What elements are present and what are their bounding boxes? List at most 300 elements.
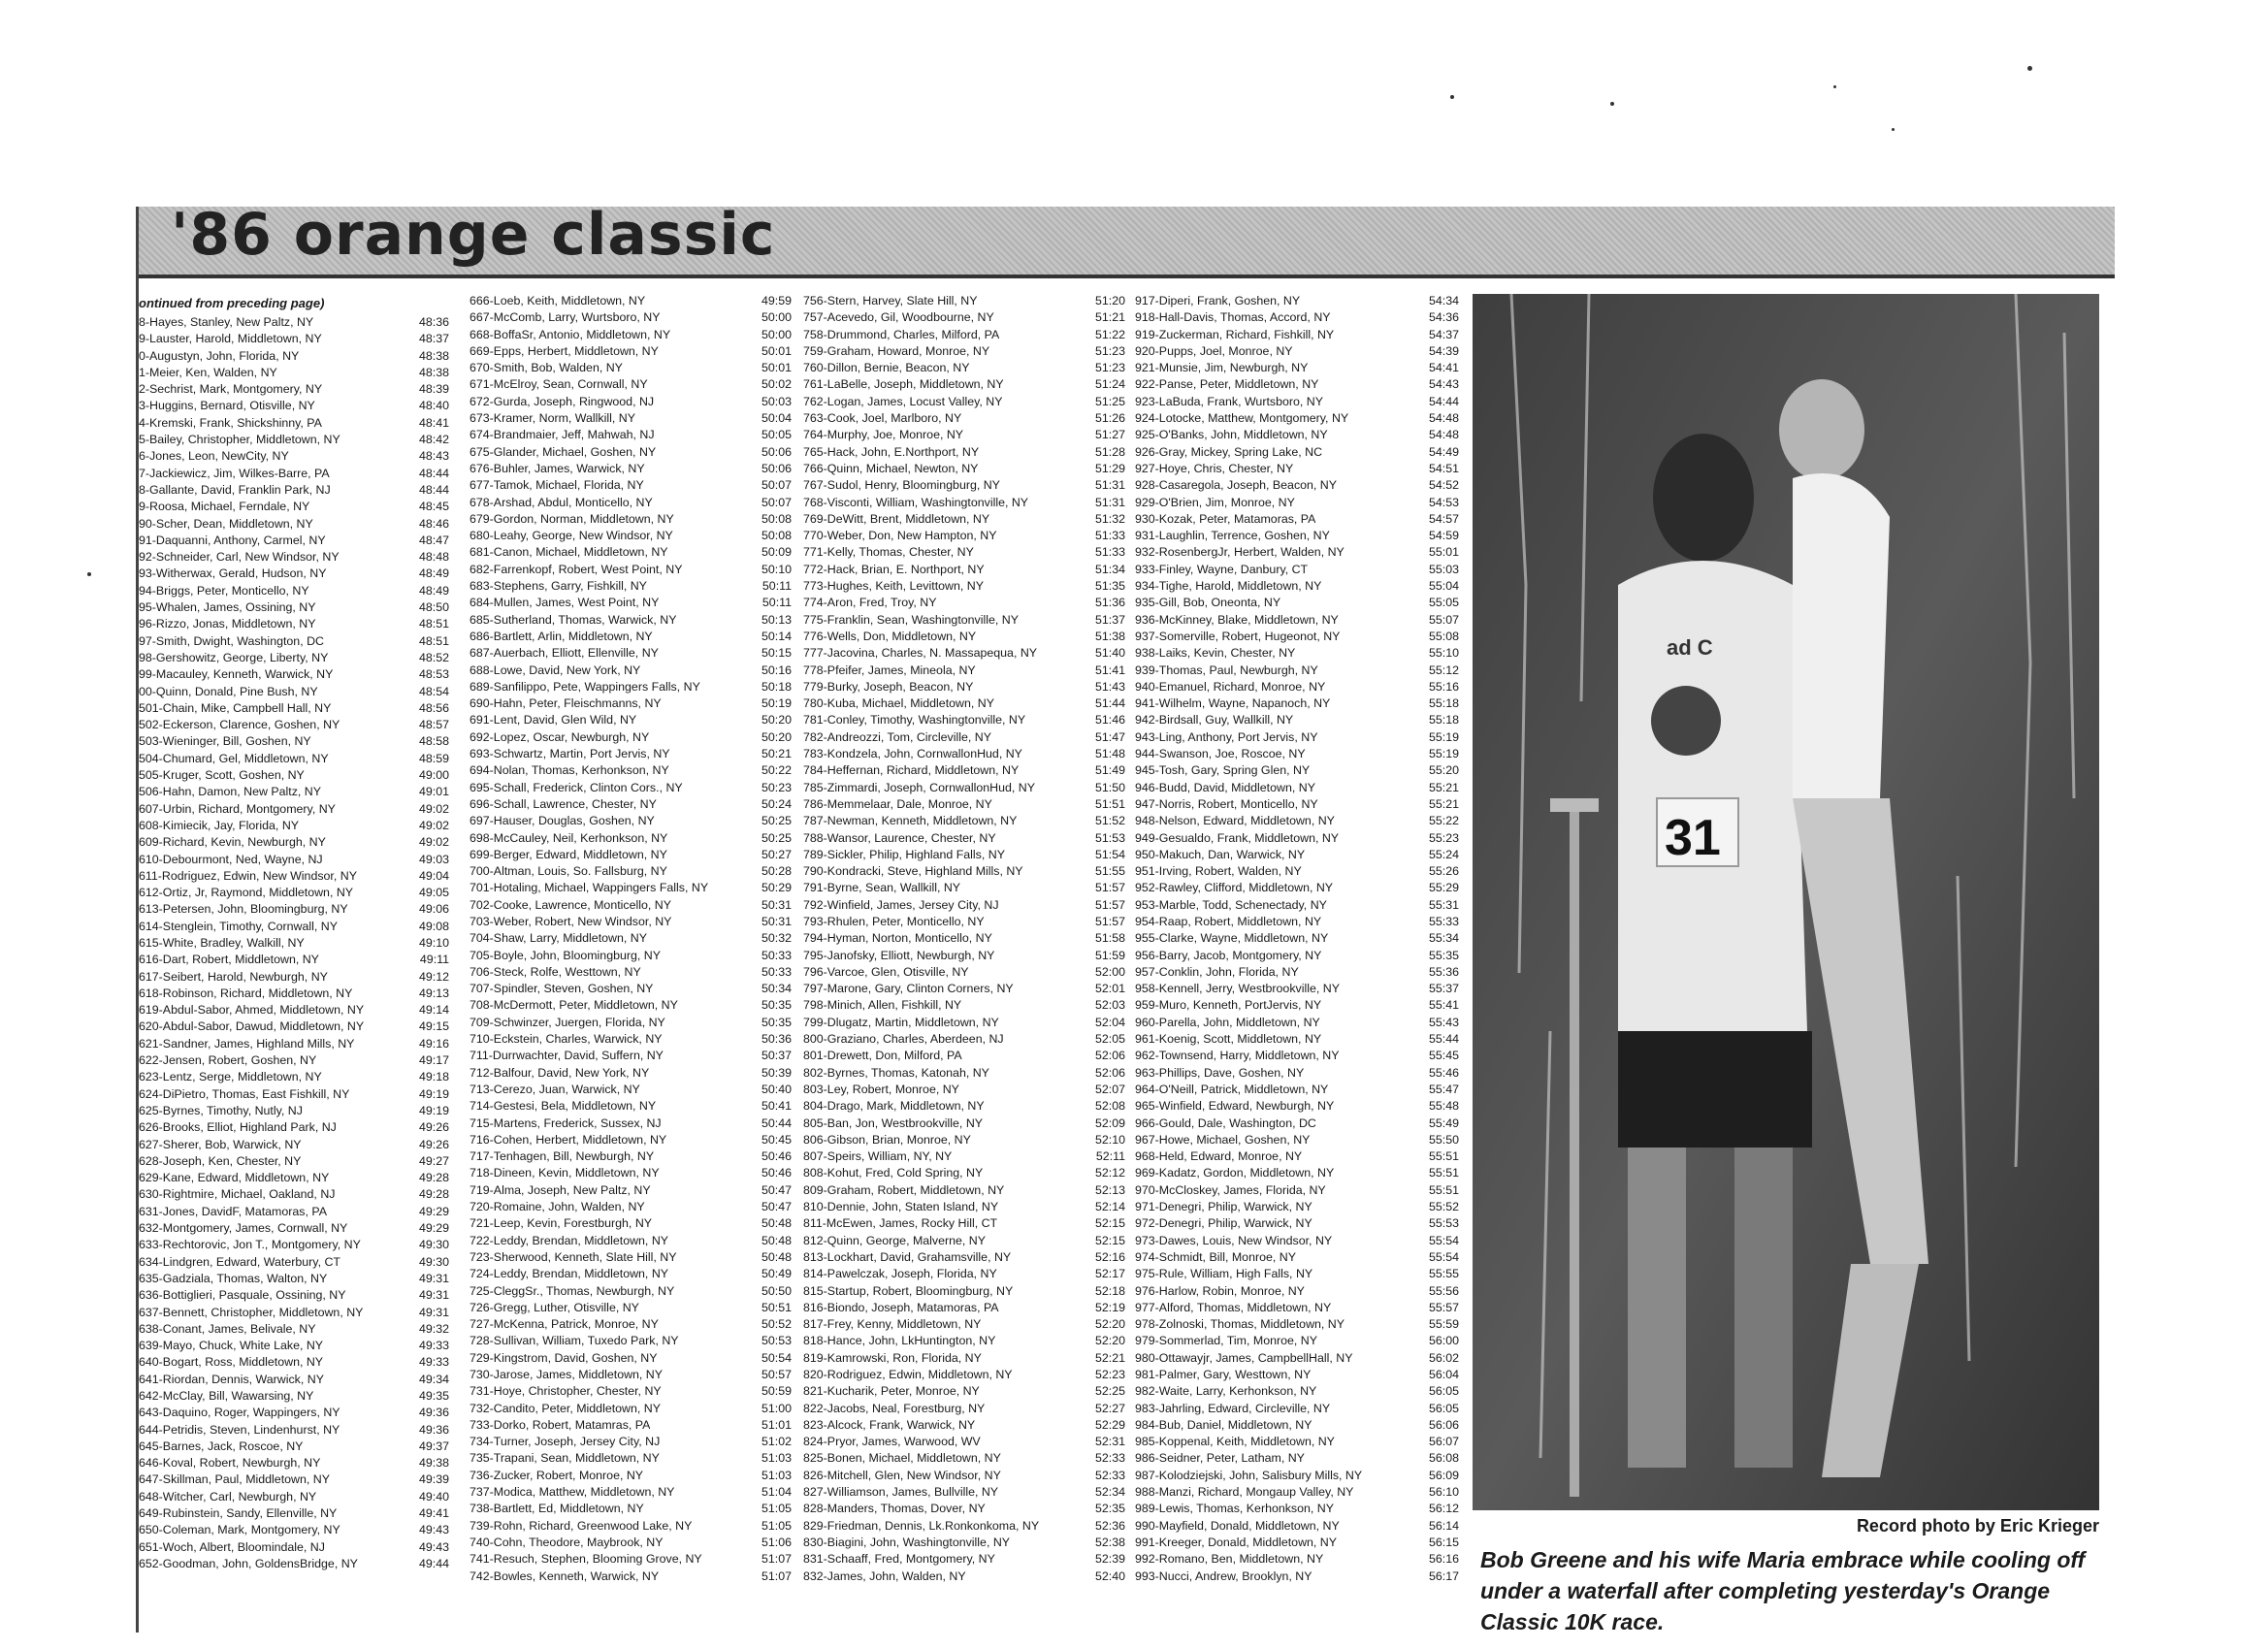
finish-time: 50:46 <box>761 1149 792 1164</box>
finish-time: 49:29 <box>418 1221 449 1236</box>
result-row <box>139 1489 449 1505</box>
finish-time: 55:01 <box>1428 545 1459 560</box>
finish-time: 55:24 <box>1428 847 1459 861</box>
finish-time: 49:30 <box>418 1238 449 1252</box>
finish-time: 51:23 <box>1094 343 1125 358</box>
result-row <box>470 729 792 746</box>
runner-entry: 710-Eckstein, Charles, Warwick, NY <box>470 1032 663 1047</box>
runner-entry: 627-Sherer, Bob, Warwick, NY <box>139 1137 302 1151</box>
finish-time: 55:19 <box>1428 729 1459 744</box>
finish-time: 51:57 <box>1094 897 1125 912</box>
runner-entry: 729-Kingstrom, David, Goshen, NY <box>470 1350 658 1365</box>
runner-entry: 685-Sutherland, Thomas, Warwick, NY <box>470 612 677 627</box>
runner-entry: 96-Rizzo, Jonas, Middletown, NY <box>139 617 316 631</box>
finish-time: 49:32 <box>418 1321 449 1336</box>
finish-time: 48:39 <box>418 382 449 397</box>
result-row <box>139 1422 449 1439</box>
finish-time: 52:06 <box>1094 1049 1125 1063</box>
result-row <box>1135 1450 1459 1467</box>
finish-time: 56:05 <box>1428 1384 1459 1399</box>
finish-time: 49:43 <box>418 1539 449 1554</box>
finish-time: 55:37 <box>1428 982 1459 996</box>
finish-time: 50:23 <box>761 780 792 794</box>
finish-time: 55:50 <box>1428 1132 1459 1147</box>
finish-time: 50:20 <box>761 729 792 744</box>
finish-time: 51:44 <box>1094 696 1125 711</box>
result-row <box>139 448 449 465</box>
finish-time: 50:47 <box>761 1182 792 1197</box>
result-row <box>1135 847 1459 863</box>
result-row <box>470 796 792 813</box>
runner-entry: 955-Clarke, Wayne, Middletown, NY <box>1135 931 1329 946</box>
finish-time: 50:40 <box>761 1082 792 1096</box>
runner-entry: 726-Gregg, Luther, Otisville, NY <box>470 1300 639 1314</box>
finish-time: 52:25 <box>1094 1384 1125 1399</box>
finish-time: 48:41 <box>418 415 449 430</box>
result-row <box>1135 712 1459 728</box>
result-row <box>139 1522 449 1538</box>
result-row <box>470 1300 792 1316</box>
finish-time: 52:09 <box>1094 1116 1125 1130</box>
result-row <box>803 1266 1125 1282</box>
result-row <box>803 914 1125 930</box>
runner-entry: 803-Ley, Robert, Monroe, NY <box>803 1082 959 1096</box>
finish-time: 55:43 <box>1428 1015 1459 1029</box>
finish-time: 54:41 <box>1428 361 1459 375</box>
finish-time: 50:08 <box>761 511 792 526</box>
runner-entry: 684-Mullen, James, West Point, NY <box>470 596 660 610</box>
runner-entry: 618-Robinson, Richard, Middletown, NY <box>139 986 353 1000</box>
result-row <box>139 1455 449 1471</box>
runner-entry: 699-Berger, Edward, Middletown, NY <box>470 847 667 861</box>
runner-entry: 987-Kolodziejski, John, Salisbury Mills, NY <box>1135 1468 1363 1482</box>
finish-time: 50:01 <box>761 361 792 375</box>
result-row <box>1135 1468 1459 1484</box>
finish-time: 56:12 <box>1428 1502 1459 1516</box>
result-row <box>139 1052 449 1069</box>
finish-time: 51:00 <box>761 1401 792 1415</box>
runner-entry: 950-Makuch, Dan, Warwick, NY <box>1135 847 1306 861</box>
finish-time: 54:57 <box>1428 511 1459 526</box>
result-row <box>470 1249 792 1266</box>
result-row <box>803 1417 1125 1434</box>
finish-time: 55:41 <box>1428 998 1459 1013</box>
result-row <box>1135 1048 1459 1064</box>
finish-time: 48:57 <box>418 718 449 732</box>
result-row <box>470 562 792 578</box>
finish-time: 50:22 <box>761 763 792 778</box>
finish-time: 49:41 <box>418 1506 449 1521</box>
result-row <box>1135 612 1459 629</box>
finish-time: 52:20 <box>1094 1317 1125 1332</box>
runner-entry: 703-Weber, Robert, New Windsor, NY <box>470 914 672 928</box>
result-row <box>803 1367 1125 1383</box>
finish-time: 49:31 <box>418 1305 449 1319</box>
runner-entry: 733-Dorko, Robert, Matamras, PA <box>470 1417 651 1432</box>
result-row <box>139 583 449 599</box>
finish-time: 52:06 <box>1094 1065 1125 1080</box>
finish-time: 49:34 <box>418 1372 449 1386</box>
result-row <box>470 595 792 611</box>
runner-entry: 922-Panse, Peter, Middletown, NY <box>1135 377 1319 392</box>
runner-entry: 619-Abdul-Sabor, Ahmed, Middletown, NY <box>139 1003 365 1018</box>
finish-time: 52:21 <box>1094 1350 1125 1365</box>
finish-time: 49:33 <box>418 1339 449 1353</box>
finish-time: 48:38 <box>418 348 449 363</box>
runner-entry: 643-Daquino, Roger, Wappingers, NY <box>139 1406 340 1420</box>
shirt-text: ad C <box>1667 635 1713 660</box>
finish-time: 50:04 <box>761 411 792 426</box>
runner-entry: 967-Howe, Michael, Goshen, NY <box>1135 1132 1311 1147</box>
finish-time: 51:24 <box>1094 377 1125 392</box>
result-row <box>470 394 792 410</box>
result-row <box>803 511 1125 528</box>
runner-entry: 633-Rechtorovic, Jon T., Montgomery, NY <box>139 1238 361 1252</box>
finish-time: 50:45 <box>761 1132 792 1147</box>
result-row <box>139 1220 449 1237</box>
runner-entry: 707-Spindler, Steven, Goshen, NY <box>470 982 654 996</box>
finish-time: 49:08 <box>418 919 449 933</box>
finish-time: 49:29 <box>418 1204 449 1218</box>
runner-entry: 806-Gibson, Brian, Monroe, NY <box>803 1132 971 1147</box>
runner-entry: 94-Briggs, Peter, Monticello, NY <box>139 583 309 598</box>
runner-entry: 694-Nolan, Thomas, Kerhonkson, NY <box>470 763 669 778</box>
runner-entry: 969-Kadatz, Gordon, Middletown, NY <box>1135 1166 1335 1180</box>
result-row <box>1135 1215 1459 1232</box>
finish-time: 50:34 <box>761 982 792 996</box>
runner-entry: 721-Leep, Kevin, Forestburgh, NY <box>470 1216 653 1231</box>
result-row <box>139 684 449 700</box>
result-row <box>1135 360 1459 376</box>
runner-entry: 816-Biondo, Joseph, Matamoras, PA <box>803 1300 999 1314</box>
finish-time: 48:36 <box>418 315 449 329</box>
finish-time: 49:18 <box>418 1070 449 1084</box>
finish-time: 51:02 <box>761 1435 792 1449</box>
result-row <box>803 595 1125 611</box>
result-row <box>470 629 792 645</box>
result-row <box>139 1002 449 1018</box>
result-row <box>803 309 1125 326</box>
result-row <box>139 700 449 717</box>
runner-entry: 629-Kane, Edward, Middletown, NY <box>139 1171 330 1185</box>
result-row <box>1135 327 1459 343</box>
result-row <box>470 1401 792 1417</box>
finish-time: 52:10 <box>1094 1132 1125 1147</box>
runner-entry: 701-Hotaling, Michael, Wappingers Falls, NY <box>470 881 709 895</box>
result-row <box>1135 1518 1459 1535</box>
finish-time: 55:18 <box>1428 713 1459 728</box>
result-row <box>139 314 449 331</box>
finish-time: 55:22 <box>1428 814 1459 828</box>
result-row <box>803 1148 1125 1165</box>
result-row <box>470 1098 792 1115</box>
runner-entry: 944-Swanson, Joe, Roscoe, NY <box>1135 747 1306 761</box>
result-row <box>803 343 1125 360</box>
finish-time: 49:04 <box>418 868 449 883</box>
runner-entry: 982-Waite, Larry, Kerhonkson, NY <box>1135 1384 1317 1399</box>
runner-entry: 675-Glander, Michael, Goshen, NY <box>470 444 657 459</box>
finish-time: 51:54 <box>1094 847 1125 861</box>
section-title: '86 orange classic <box>171 201 776 269</box>
result-row <box>139 666 449 683</box>
finish-time: 49:12 <box>418 969 449 984</box>
finish-time: 52:33 <box>1094 1468 1125 1482</box>
result-row <box>470 1383 792 1400</box>
runner-entry: 798-Minich, Allen, Fishkill, NY <box>803 998 962 1013</box>
result-row <box>470 780 792 796</box>
finish-time: 50:24 <box>761 796 792 811</box>
result-row <box>803 1233 1125 1249</box>
runner-entry: 680-Leahy, George, New Windsor, NY <box>470 529 673 543</box>
runner-entry: 828-Manders, Thomas, Dover, NY <box>803 1502 986 1516</box>
finish-time: 48:59 <box>418 751 449 765</box>
result-row <box>139 717 449 733</box>
result-row <box>1135 293 1459 309</box>
result-row <box>470 1048 792 1064</box>
result-row <box>803 830 1125 847</box>
runner-entry: 810-Dennie, John, Staten Island, NY <box>803 1200 999 1214</box>
finish-time: 51:21 <box>1094 310 1125 325</box>
result-row <box>803 1501 1125 1517</box>
finish-time: 55:52 <box>1428 1200 1459 1214</box>
finish-time: 49:02 <box>418 835 449 850</box>
result-row <box>139 1237 449 1253</box>
runner-entry: 642-McClay, Bill, Wawarsing, NY <box>139 1389 314 1403</box>
finish-time: 56:06 <box>1428 1417 1459 1432</box>
finish-time: 55:47 <box>1428 1082 1459 1096</box>
result-row <box>470 1350 792 1367</box>
result-row <box>139 331 449 347</box>
result-row <box>470 847 792 863</box>
finish-time: 50:15 <box>761 646 792 661</box>
result-row <box>1135 461 1459 477</box>
runner-entry: 780-Kuba, Michael, Middletown, NY <box>803 696 994 711</box>
finish-time: 52:03 <box>1094 998 1125 1013</box>
runner-entry: 98-Gershowitz, George, Liberty, NY <box>139 650 329 664</box>
runner-entry: 984-Bub, Daniel, Middletown, NY <box>1135 1417 1312 1432</box>
result-row <box>470 511 792 528</box>
result-row <box>139 919 449 935</box>
finish-time: 52:19 <box>1094 1300 1125 1314</box>
runner-entry: 948-Nelson, Edward, Middletown, NY <box>1135 814 1335 828</box>
runner-entry: 809-Graham, Robert, Middletown, NY <box>803 1182 1005 1197</box>
runner-entry: 735-Trapani, Sean, Middletown, NY <box>470 1451 660 1466</box>
runner-entry: 761-LaBelle, Joseph, Middletown, NY <box>803 377 1004 392</box>
runner-entry: 988-Manzi, Richard, Mongaup Valley, NY <box>1135 1485 1354 1500</box>
runner-entry: 728-Sullivan, William, Tuxedo Park, NY <box>470 1334 679 1348</box>
runner-entry: 782-Andreozzi, Tom, Circleville, NY <box>803 729 991 744</box>
finish-time: 49:40 <box>418 1489 449 1504</box>
result-row <box>1135 562 1459 578</box>
finish-time: 51:01 <box>761 1417 792 1432</box>
finish-time: 50:33 <box>761 964 792 979</box>
runner-entry: 7-Jackiewicz, Jim, Wilkes-Barre, PA <box>139 466 330 480</box>
runner-entry: 647-Skillman, Paul, Middletown, NY <box>139 1472 330 1487</box>
result-row <box>803 679 1125 695</box>
scan-speck <box>1450 95 1454 99</box>
result-row <box>1135 1501 1459 1517</box>
runner-entry: 801-Drewett, Don, Milford, PA <box>803 1049 962 1063</box>
runner-entry: 946-Budd, David, Middletown, NY <box>1135 780 1315 794</box>
finish-time: 50:47 <box>761 1200 792 1214</box>
result-row <box>1135 1535 1459 1551</box>
result-row <box>470 1568 792 1585</box>
runner-entry: 947-Norris, Robert, Monticello, NY <box>1135 796 1318 811</box>
result-row <box>803 444 1125 461</box>
runner-entry: 776-Wells, Don, Middletown, NY <box>803 629 977 643</box>
finish-time: 51:23 <box>1094 361 1125 375</box>
finish-time: 51:28 <box>1094 444 1125 459</box>
result-row <box>139 1069 449 1085</box>
runner-entry: 719-Alma, Joseph, New Paltz, NY <box>470 1182 651 1197</box>
finish-time: 50:46 <box>761 1166 792 1180</box>
finish-time: 51:05 <box>761 1502 792 1516</box>
finish-time: 48:37 <box>418 332 449 346</box>
result-row <box>470 1535 792 1551</box>
result-row <box>139 733 449 750</box>
finish-time: 55:35 <box>1428 948 1459 962</box>
runner-entry: 926-Gray, Mickey, Spring Lake, NC <box>1135 444 1323 459</box>
result-row <box>139 1354 449 1371</box>
finish-time: 50:48 <box>761 1249 792 1264</box>
finish-time: 52:31 <box>1094 1435 1125 1449</box>
runner-entry: 974-Schmidt, Bill, Monroe, NY <box>1135 1249 1296 1264</box>
finish-time: 49:36 <box>418 1422 449 1437</box>
result-row <box>470 1031 792 1048</box>
finish-time: 55:59 <box>1428 1317 1459 1332</box>
runner-entry: 636-Bottiglieri, Pasquale, Ossining, NY <box>139 1288 346 1303</box>
runner-entry: 3-Huggins, Bernard, Otisville, NY <box>139 399 315 413</box>
finish-time: 54:48 <box>1428 411 1459 426</box>
result-row <box>803 813 1125 829</box>
finish-time: 50:51 <box>761 1300 792 1314</box>
finish-time: 54:51 <box>1428 461 1459 475</box>
result-row <box>470 544 792 561</box>
finish-time: 54:59 <box>1428 529 1459 543</box>
runner-entry: 709-Schwinzer, Juergen, Florida, NY <box>470 1015 665 1029</box>
result-row <box>470 1333 792 1349</box>
runner-entry: 800-Graziano, Charles, Aberdeen, NJ <box>803 1032 1004 1047</box>
finish-time: 55:44 <box>1428 1032 1459 1047</box>
finish-time: 52:40 <box>1094 1568 1125 1583</box>
runner-entry: 622-Jensen, Robert, Goshen, NY <box>139 1053 317 1068</box>
runner-entry: 832-James, John, Walden, NY <box>803 1568 966 1583</box>
finish-time: 51:25 <box>1094 394 1125 408</box>
result-row <box>1135 1568 1459 1585</box>
runner-entry: 920-Pupps, Joel, Monroe, NY <box>1135 343 1293 358</box>
runner-entry: 682-Farrenkopf, Robert, West Point, NY <box>470 562 683 576</box>
runner-entry: 979-Sommerlad, Tim, Monroe, NY <box>1135 1334 1317 1348</box>
runner-entry: 691-Lent, David, Glen Wild, NY <box>470 713 637 728</box>
runner-entry: 937-Somerville, Robert, Hugeonot, NY <box>1135 629 1341 643</box>
runner-entry: 632-Montgomery, James, Cornwall, NY <box>139 1221 348 1236</box>
runner-entry: 639-Mayo, Chuck, White Lake, NY <box>139 1339 324 1353</box>
finish-time: 52:15 <box>1094 1233 1125 1247</box>
runner-entry: 831-Schaaff, Fred, Montgomery, NY <box>803 1552 995 1567</box>
runner-entry: 807-Speirs, William, NY, NY <box>803 1149 953 1164</box>
runner-entry: 788-Wansor, Laurence, Chester, NY <box>803 830 996 845</box>
runner-entry: 503-Wieninger, Bill, Goshen, NY <box>139 734 311 749</box>
finish-time: 56:05 <box>1428 1401 1459 1415</box>
runner-entry: 766-Quinn, Michael, Newton, NY <box>803 461 979 475</box>
runner-entry: 93-Witherwax, Gerald, Hudson, NY <box>139 566 327 581</box>
runner-entry: 767-Sudol, Henry, Bloomingburg, NY <box>803 478 1000 493</box>
finish-time: 55:12 <box>1428 663 1459 677</box>
result-row <box>470 712 792 728</box>
runner-entry: 645-Barnes, Jack, Roscoe, NY <box>139 1439 304 1453</box>
runner-entry: 760-Dillon, Bernie, Beacon, NY <box>803 361 970 375</box>
finish-time: 49:16 <box>418 1036 449 1051</box>
runner-entry: 90-Scher, Dean, Middletown, NY <box>139 516 313 531</box>
result-row <box>470 964 792 981</box>
finish-time: 50:14 <box>761 629 792 643</box>
result-row <box>1135 1434 1459 1450</box>
finish-time: 51:43 <box>1094 679 1125 694</box>
result-row <box>139 599 449 616</box>
finish-time: 50:50 <box>761 1283 792 1298</box>
runner-entry: 626-Brooks, Elliot, Highland Park, NJ <box>139 1120 337 1135</box>
finish-time: 51:31 <box>1094 478 1125 493</box>
result-row <box>139 348 449 365</box>
runner-entry: 608-Kimiecik, Jay, Florida, NY <box>139 818 300 832</box>
finish-time: 48:49 <box>418 583 449 598</box>
result-row <box>470 930 792 947</box>
finish-time: 55:21 <box>1428 796 1459 811</box>
runner-entry: 9-Lauster, Harold, Middletown, NY <box>139 332 322 346</box>
finish-time: 49:13 <box>418 986 449 1000</box>
result-row <box>803 1434 1125 1450</box>
runner-entry: 723-Sherwood, Kenneth, Slate Hill, NY <box>470 1249 677 1264</box>
finish-time: 50:29 <box>761 881 792 895</box>
runner-entry: 949-Gesualdo, Frank, Middletown, NY <box>1135 830 1340 845</box>
result-row <box>803 1048 1125 1064</box>
runner-entry: 939-Thomas, Paul, Newburgh, NY <box>1135 663 1318 677</box>
runner-entry: 648-Witcher, Carl, Newburgh, NY <box>139 1489 317 1504</box>
runner-entry: 940-Emanuel, Richard, Monroe, NY <box>1135 679 1326 694</box>
finish-time: 52:14 <box>1094 1200 1125 1214</box>
result-row <box>139 986 449 1002</box>
finish-time: 51:31 <box>1094 495 1125 509</box>
finish-time: 48:51 <box>418 617 449 631</box>
finish-time: 49:19 <box>418 1103 449 1117</box>
finish-time: 50:00 <box>761 327 792 341</box>
result-row <box>803 645 1125 662</box>
finish-time: 51:59 <box>1094 948 1125 962</box>
runner-entry: 962-Townsend, Harry, Middletown, NY <box>1135 1049 1340 1063</box>
runner-entry: 722-Leddy, Brendan, Middletown, NY <box>470 1233 669 1247</box>
finish-time: 50:39 <box>761 1065 792 1080</box>
result-row <box>470 679 792 695</box>
finish-time: 49:43 <box>418 1523 449 1537</box>
finish-time: 51:38 <box>1094 629 1125 643</box>
runner-entry: 821-Kucharik, Peter, Monroe, NY <box>803 1384 980 1399</box>
result-row <box>139 466 449 482</box>
finish-time: 52:38 <box>1094 1535 1125 1549</box>
finish-time: 50:18 <box>761 679 792 694</box>
result-row <box>1135 1350 1459 1367</box>
result-row <box>803 847 1125 863</box>
finish-time: 56:10 <box>1428 1485 1459 1500</box>
runner-entry: 820-Rodriguez, Edwin, Middletown, NY <box>803 1368 1013 1381</box>
finish-time: 51:53 <box>1094 830 1125 845</box>
runner-entry: 630-Rightmire, Michael, Oakland, NJ <box>139 1187 336 1202</box>
runner-entry: 927-Hoye, Chris, Chester, NY <box>1135 461 1294 475</box>
result-row <box>803 1182 1125 1199</box>
runner-entry: 688-Lowe, David, New York, NY <box>470 663 641 677</box>
finish-time: 50:13 <box>761 612 792 627</box>
finish-time: 54:37 <box>1428 327 1459 341</box>
runner-entry: 773-Hughes, Keith, Levittown, NY <box>803 579 984 594</box>
